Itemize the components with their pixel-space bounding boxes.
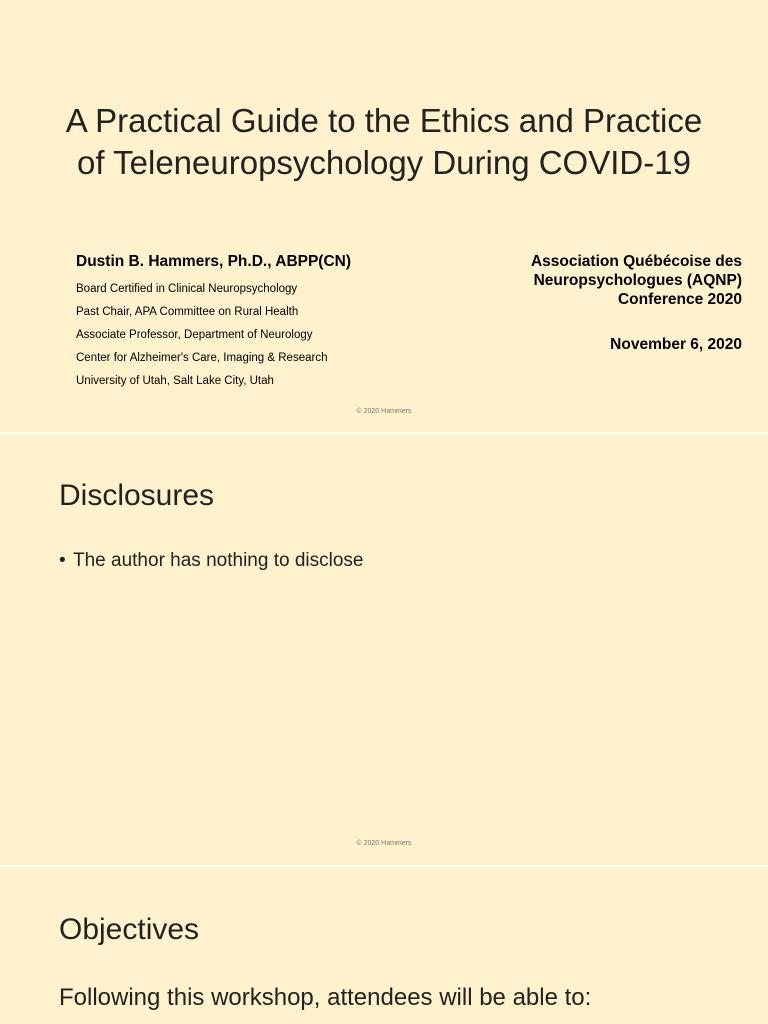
objectives-lead: Following this workshop, attendees will be able to: — [59, 984, 592, 1011]
conference-line: Association Québécoise des — [530, 253, 742, 270]
slide-title — [0, 0, 768, 432]
slide-disclosures — [0, 434, 768, 865]
copyright-footer: © 2020 Hammers — [356, 840, 412, 847]
author-credential: Board Certified in Clinical Neuropsychology — [76, 283, 298, 295]
conference-line: Neuropsychologues (AQNP) — [533, 272, 742, 289]
bullet-item — [59, 548, 363, 574]
author-name: Dustin B. Hammers, Ph.D., ABPP(CN) — [76, 253, 352, 270]
author-credential: Center for Alzheimer's Care, Imaging & Research — [76, 352, 328, 364]
author-credential: University of Utah, Salt Lake City, Utah — [76, 375, 274, 387]
author-credential: Associate Professor, Department of Neurology — [76, 329, 313, 341]
slide-heading: Objectives — [59, 913, 200, 946]
bullet-marker: • — [59, 550, 66, 571]
slide-objectives — [0, 867, 768, 1024]
presentation-title — [20, 100, 748, 184]
title-line-1: A Practical Guide to the Ethics and Practice — [65, 102, 703, 139]
title-line-2: of Teleneuropsychology During COVID-19 — [77, 144, 691, 181]
bullet-text: The author has nothing to disclose — [73, 550, 364, 571]
conference-date: November 6, 2020 — [610, 336, 742, 353]
conference-line: Conference 2020 — [617, 291, 742, 308]
copyright-footer: © 2020 Hammers — [356, 408, 412, 415]
conference-block — [412, 252, 742, 370]
author-credential: Past Chair, APA Committee on Rural Health — [76, 306, 299, 318]
author-block — [76, 252, 456, 393]
slide-heading: Disclosures — [59, 479, 215, 512]
